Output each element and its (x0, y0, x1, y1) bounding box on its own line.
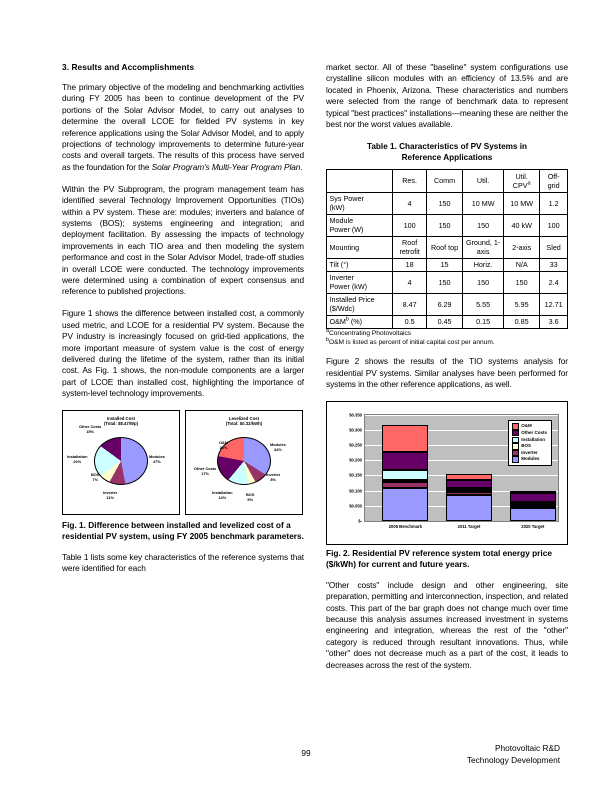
chart-legend (508, 420, 552, 467)
table-row (327, 293, 568, 315)
table-footnotes (326, 327, 568, 347)
paragraph-other-costs: "Other costs" include design and other engineering, site preparation, permitting and interconnection, inspection, and related costs. This part of the bar graph does not change much over time because this analysis assumes increased investment in systems engineering and integration, whereas the rest of the "other" category is reduced through resultant innovations. Thus, while "other" does not decrease much as a part of the cost, it leads to decreases across the rest of the system. (326, 579, 568, 670)
cell-mounting-res: Roof retrofit (393, 236, 427, 258)
legend-swatch-inverter (512, 450, 519, 457)
table-row (327, 271, 568, 293)
cell-installed-price-offgrid: 12.71 (540, 293, 568, 315)
table-row (327, 258, 568, 271)
legend-item-installation (512, 437, 547, 444)
cell-inverter-power-comm: 150 (427, 271, 463, 293)
pie-levelized-label-oandm: O&M 26% (219, 440, 229, 450)
pie-levelized-label-bos: BOS 5% (246, 492, 255, 502)
row-label-inverter-power: Inverter Power (kW) (327, 271, 393, 293)
ytick-label: $0.350 (349, 412, 362, 418)
cell-module-power-comm: 150 (427, 214, 463, 236)
cell-installed-price-util: 5.55 (463, 293, 504, 315)
table-corner-cell (327, 169, 393, 192)
footnote-b-marker: b (326, 336, 329, 343)
legend-label-other-costs: Other Costs (521, 429, 547, 435)
cell-oandm-util: 0.15 (463, 315, 504, 328)
cell-mounting-comm: Roof top (427, 236, 463, 258)
segment-other-costs (510, 493, 556, 502)
pie-installed-label-modules: Modules 47% (149, 454, 165, 464)
segment-installation (382, 470, 428, 480)
legend-item-modules (512, 456, 547, 463)
table-pv-characteristics (326, 169, 568, 329)
legend-label-inverter: Inverter (521, 449, 538, 455)
cell-inverter-power-utilcpv: 150 (504, 271, 540, 293)
cell-tilt-res: 18 (393, 258, 427, 271)
row-label-mounting: Mounting (327, 236, 393, 258)
figure-2-caption: Fig. 2. Residential PV reference system total energy price ($/kWh) for current and future years. (326, 547, 552, 569)
pie-installed-label-other: Other Costs 15% (79, 424, 102, 434)
footer-line-1: Photovoltaic R&D (494, 743, 560, 753)
plan-title-italic: Solar Program's Multi-Year Program Plan (151, 161, 301, 172)
pie-installed-subtitle-text: (Total: $8.47/Wp) (103, 421, 139, 427)
footnote-marker-a: a (527, 180, 531, 187)
paragraph-tio: Within the PV Subprogram, the program management team has identified several Technology Improvement Opportunities (TIOs) within a PV system. These are: modules; inverters and balance of systems (BOS); systems engineering and integration; and deployment facilitation. By assessing the impacts of technology improvements in each TIO area and then modeling the system performance and cost in the Solar Advisor Model, trade-off studies in overall LCOE were conducted. The technology improvements were determined using a combination of expert consensus and reference to published projections. (62, 183, 304, 297)
chart-plot-area (349, 412, 559, 529)
row-label-module-power: Module Power (W) (327, 214, 393, 236)
table-row (327, 236, 568, 258)
two-column-layout (62, 62, 568, 702)
cell-module-power-util: 150 (463, 214, 504, 236)
footnote-marker-b: b (345, 317, 349, 324)
cell-oandm-res: 0.5 (393, 315, 427, 328)
legend-label-bos: BOS (521, 443, 531, 449)
footnote-a-text: Concentrating Photovoltaics (329, 329, 412, 337)
legend-label-installation: Installation (521, 436, 545, 442)
table-row (327, 192, 568, 214)
right-column (326, 62, 568, 702)
bar-2011-target (446, 475, 492, 529)
cell-inverter-power-res: 4 (393, 271, 427, 293)
cell-sys-power-offgrid: 1.2 (540, 192, 568, 214)
cell-sys-power-res: 4 (393, 192, 427, 214)
figure-1 (62, 410, 304, 515)
segment-other-costs (446, 480, 492, 488)
gridline (365, 415, 558, 416)
row-label-sys-power: Sys Power (kW) (327, 192, 393, 214)
table-header-row (327, 169, 568, 192)
xtick-label-2020: 2020 Target (521, 523, 545, 529)
paragraph-baseline: market sector. All of these "baseline" system configurations use crystalline silicon modules with an efficiency of 13.5% and are located in Phoenix, Arizona. These characteristics and numbers were selected from the range of benchmark data to represent typical "best practices" installations—meaning these are neither the best nor the worst values available. (326, 62, 568, 130)
cell-oandm-comm: 0.45 (427, 315, 463, 328)
legend-label-oandm: O&M (521, 423, 532, 429)
table-1-caption-line2: Reference Applications (401, 152, 493, 162)
bar-2020-target (510, 493, 556, 529)
cell-sys-power-utilcpv: 10 MW (504, 192, 540, 214)
footnote-a-marker: a (326, 327, 329, 334)
page-footer (467, 743, 560, 766)
ytick-label: $0.100 (349, 488, 362, 494)
cell-tilt-util: Horiz. (463, 258, 504, 271)
segment-modules (382, 488, 428, 521)
legend-swatch-other-costs (512, 430, 519, 437)
table-header-res: Res. (393, 169, 427, 192)
legend-item-other-costs (512, 430, 547, 437)
cell-tilt-utilcpv: N/A (504, 258, 540, 271)
table-row (327, 214, 568, 236)
cell-module-power-utilcpv: 40 kW (504, 214, 540, 236)
cell-mounting-offgrid: Sled (540, 236, 568, 258)
cell-sys-power-util: 10 MW (463, 192, 504, 214)
row-label-oandm: $O\&M^b$ (%) (327, 315, 393, 328)
pie-levelized-label-other: Other Costs 17% (194, 466, 217, 476)
ytick-label: $0.250 (349, 442, 362, 448)
row-label-tilt: Tilt (°) (327, 258, 393, 271)
paragraph-objective-part3: . (300, 161, 303, 172)
cell-module-power-offgrid: 100 (540, 214, 568, 236)
left-column (62, 62, 304, 702)
segment-modules (510, 508, 556, 520)
legend-item-bos (512, 443, 547, 450)
cell-inverter-power-util: 150 (463, 271, 504, 293)
pie-chart-installed-cost (62, 410, 180, 515)
ytick-label: $0.050 (349, 503, 362, 509)
cell-oandm-utilcpv: 0.85 (504, 315, 540, 328)
section-heading: 3. Results and Accomplishments (62, 62, 195, 72)
footer-line-2: Technology Development (466, 754, 560, 765)
legend-item-inverter (512, 450, 547, 457)
table-header-util-cpv: Util. CPV$^a$ (504, 169, 540, 192)
row-label-installed-price: Installed Price ($/Wdc) (327, 293, 393, 315)
cell-oandm-offgrid: 3.6 (540, 315, 568, 328)
table-1-caption (326, 141, 568, 163)
paragraph-objective (62, 82, 304, 173)
paragraph-objective-part1: The primary objective of the modeling and benchmarking activities during FY 2005 has been to continue development of the PV portions of the Solar Advisor Model, to carry out analyses to determine the overall LCOE for fielded PV systems in key reference applications using the Solar Advisor Model, and to apply projections of technology improvements to determine future-year costs and overall targets. The results of this process have served as the foundation for the (62, 82, 304, 172)
table-row (327, 315, 568, 328)
legend-label-modules: Modules (521, 456, 540, 462)
page-number: 99 (301, 748, 311, 758)
legend-swatch-modules (512, 456, 519, 463)
pie-installed-title-text: Installed Cost (106, 416, 136, 422)
table-header-util: Util. (463, 169, 504, 192)
segment-oandm (382, 425, 428, 452)
pie-installed-label-bos: BOS 7% (91, 472, 100, 482)
pie-installed-label-inverter: Inverter 11% (103, 490, 118, 500)
cell-tilt-offgrid: 33 (540, 258, 568, 271)
segment-modules (446, 495, 492, 521)
segment-other-costs (382, 452, 428, 470)
cell-inverter-power-offgrid: 2.4 (540, 271, 568, 293)
paragraph-figure1-intro: Figure 1 shows the difference between installed cost, a commonly used metric, and LCOE for a residential PV system. Because the PV industry is increasingly focused on grid-tied applications, the more important measure of system value is the cost of energy delivered during the lifetime of the system, rather than its initial cost. As Fig. 1 shows, the non-module components are a larger part of LCOE than installed cost, highlighting the importance of system-level technology improvements. (62, 308, 304, 399)
footnote-b-text: O&M is listed as percent of initial capital cost per annum. (329, 338, 495, 346)
figure-2-stacked-bar-chart (326, 401, 568, 545)
ytick-label: $0.200 (349, 457, 362, 463)
paragraph-figure2-intro: Figure 2 shows the results of the TIO systems analysis for residential PV systems. Similar analyses have been performed for systems in the other reference applications, as well. (326, 356, 568, 389)
legend-item-oandm (512, 423, 547, 430)
legend-swatch-bos (512, 443, 519, 450)
pie-levelized-label-inverter: Inverter 8% (266, 472, 281, 482)
pie-levelized-subtitle-text: (Total: $0.32/kWh) (225, 421, 263, 427)
pie-chart-levelized-cost (185, 410, 303, 515)
pie-installed-graphic (94, 437, 148, 485)
cell-sys-power-comm: 150 (427, 192, 463, 214)
ytick-label: $0.150 (349, 472, 362, 478)
figure-1-caption: Fig. 1. Difference between installed and levelized cost of a residential PV system, using FY 2005 benchmark parameters. (62, 520, 304, 542)
ytick-label: $0.300 (349, 427, 362, 433)
cell-mounting-utilcpv: 2-axis (504, 236, 540, 258)
table-header-offgrid: Off- grid (540, 169, 568, 192)
pie-levelized-label-modules: Modules 34% (270, 442, 286, 452)
xtick-label-2011: 2011 Target (457, 523, 481, 529)
table-1-caption-line1: Table 1. Characteristics of PV Systems in (366, 141, 528, 151)
paragraph-table1-intro: Table 1 lists some key characteristics of the reference systems that were identified for each (62, 552, 304, 574)
table-header-comm: Comm (427, 169, 463, 192)
cell-installed-price-res: 8.47 (393, 293, 427, 315)
ytick-label: $- (358, 518, 362, 524)
legend-swatch-oandm (512, 423, 519, 430)
xtick-label-2005: 2005 Benchmark (388, 523, 422, 529)
pie-levelized-label-installation: Installation 14% (212, 490, 233, 500)
legend-swatch-installation (512, 437, 519, 444)
pie-installed-label-installation: Installation 20% (67, 454, 88, 464)
pie-levelized-title (186, 411, 302, 427)
pie-levelized-title-text: Levelized Cost (228, 416, 260, 422)
cell-mounting-util: Ground, 1-axis (463, 236, 504, 258)
cell-installed-price-comm: 6.29 (427, 293, 463, 315)
cell-tilt-comm: 15 (427, 258, 463, 271)
bar-2005-benchmark (382, 425, 428, 529)
cell-module-power-res: 100 (393, 214, 427, 236)
cell-installed-price-utilcpv: 5.95 (504, 293, 540, 315)
